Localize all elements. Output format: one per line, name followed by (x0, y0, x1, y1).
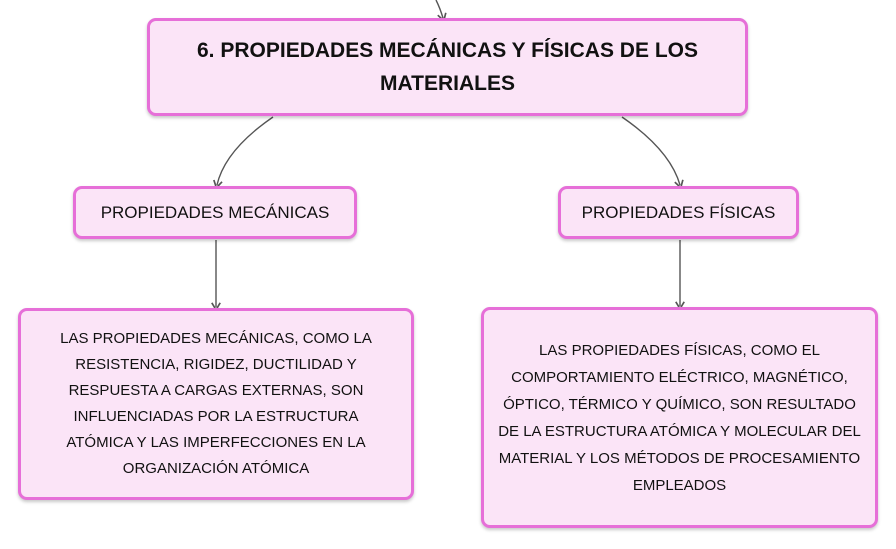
mechanical-description-text: LAS PROPIEDADES MECÁNICAS, COMO LA RESISTENCIA, RIGIDEZ, DUCTILIDAD Y RESPUESTA A CARGAS EXTERNAS, SON INFLUENCIADAS POR LA ESTRUCTURA ATÓMICA Y LAS IMPERFECCIONES EN LA ORGANIZACIÓN ATÓMICA (60, 330, 372, 477)
physical-description-node[interactable] (481, 307, 878, 528)
connector-main-to-physical (622, 117, 680, 185)
main-topic-label: 6. PROPIEDADES MECÁNICAS Y FÍSICAS DE LOS MATERIALES (197, 39, 698, 95)
main-topic-node[interactable] (147, 18, 748, 116)
physical-description-text: LAS PROPIEDADES FÍSICAS, COMO EL COMPORTAMIENTO ELÉCTRICO, MAGNÉTICO, ÓPTICO, TÉRMICO Y QUÍMICO, SON RESULTADO DE LA ESTRUCTURA ATÓMICA Y MOLECULAR DEL MATERIAL Y LOS MÉTODOS DE PROCESAMIENTO EMPLEADOS (498, 341, 861, 494)
connector-main-to-mechanical (217, 117, 273, 185)
connector-incoming (436, 0, 443, 18)
mechanical-properties-label: PROPIEDADES MECÁNICAS (100, 202, 330, 222)
mechanical-description-node[interactable] (18, 308, 414, 500)
physical-properties-node[interactable] (558, 186, 799, 239)
mechanical-properties-node[interactable] (73, 186, 357, 239)
physical-properties-label: PROPIEDADES FÍSICAS (581, 202, 776, 222)
